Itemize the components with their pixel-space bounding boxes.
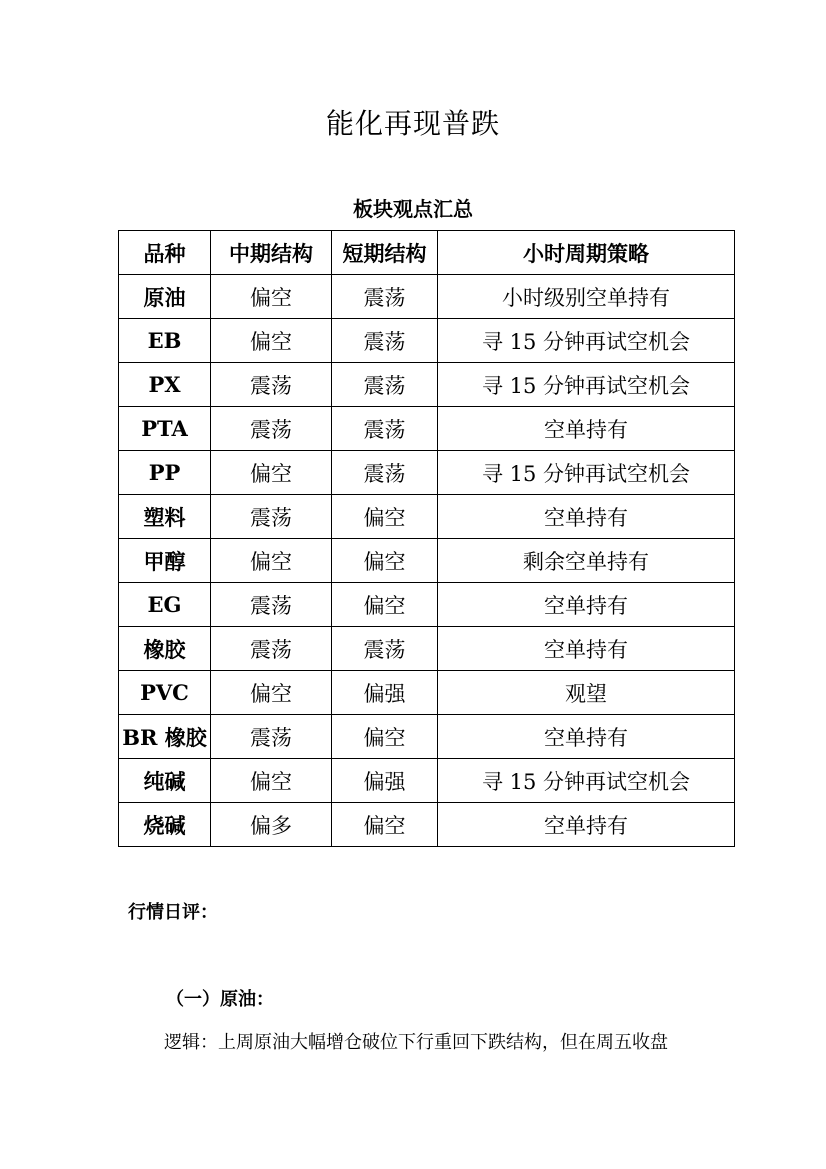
cell-mid-term: 震荡 (211, 407, 332, 451)
cell-variety: 原油 (119, 275, 211, 319)
cell-variety: EG (119, 583, 211, 627)
table-row (119, 451, 735, 495)
table-row (119, 759, 735, 803)
section-heading-market-review: 行情日评： (128, 902, 218, 923)
cell-short-term: 偏强 (332, 671, 438, 715)
table-row (119, 803, 735, 847)
cell-mid-term: 偏空 (211, 275, 332, 319)
cell-variety: EB (119, 319, 211, 363)
cell-variety: PP (119, 451, 211, 495)
sector-summary-table (118, 230, 735, 847)
cell-variety: 塑料 (119, 495, 211, 539)
cell-short-term: 偏强 (332, 759, 438, 803)
header-variety: 品种 (119, 231, 211, 275)
cell-variety: PX (119, 363, 211, 407)
cell-variety: 烧碱 (119, 803, 211, 847)
cell-strategy: 空单持有 (438, 583, 735, 627)
cell-mid-term: 震荡 (211, 715, 332, 759)
cell-short-term: 震荡 (332, 407, 438, 451)
cell-mid-term: 震荡 (211, 363, 332, 407)
cell-strategy: 空单持有 (438, 407, 735, 451)
cell-short-term: 偏空 (332, 495, 438, 539)
table-header-row (119, 231, 735, 275)
table-row (119, 539, 735, 583)
table-row (119, 715, 735, 759)
cell-variety: BR 橡胶 (119, 715, 211, 759)
cell-short-term: 震荡 (332, 319, 438, 363)
table-row (119, 407, 735, 451)
header-hourly-strategy: 小时周期策略 (438, 231, 735, 275)
cell-variety: PTA (119, 407, 211, 451)
cell-strategy: 寻 15 分钟再试空机会 (438, 319, 735, 363)
cell-strategy: 空单持有 (438, 627, 735, 671)
cell-strategy: 空单持有 (438, 803, 735, 847)
table-row (119, 671, 735, 715)
cell-mid-term: 偏空 (211, 539, 332, 583)
table-caption: 板块观点汇总 (353, 197, 473, 221)
table-row (119, 275, 735, 319)
cell-mid-term: 偏空 (211, 319, 332, 363)
sub-heading-crude-oil: （一）原油： (166, 989, 274, 1010)
cell-short-term: 偏空 (332, 715, 438, 759)
cell-variety: 甲醇 (119, 539, 211, 583)
cell-short-term: 震荡 (332, 451, 438, 495)
cell-mid-term: 震荡 (211, 583, 332, 627)
cell-short-term: 震荡 (332, 627, 438, 671)
cell-strategy: 寻 15 分钟再试空机会 (438, 759, 735, 803)
cell-variety: 橡胶 (119, 627, 211, 671)
cell-variety: 纯碱 (119, 759, 211, 803)
cell-short-term: 偏空 (332, 539, 438, 583)
cell-short-term: 偏空 (332, 583, 438, 627)
cell-mid-term: 偏多 (211, 803, 332, 847)
header-short-term-structure: 短期结构 (332, 231, 438, 275)
cell-strategy: 小时级别空单持有 (438, 275, 735, 319)
document-title: 能化再现普跌 (325, 107, 500, 140)
body-paragraph: 逻辑：上周原油大幅增仓破位下行重回下跌结构，但在周五收盘 (164, 1032, 668, 1053)
cell-short-term: 偏空 (332, 803, 438, 847)
cell-short-term: 震荡 (332, 363, 438, 407)
cell-strategy: 观望 (438, 671, 735, 715)
cell-strategy: 寻 15 分钟再试空机会 (438, 451, 735, 495)
cell-strategy: 剩余空单持有 (438, 539, 735, 583)
cell-variety: PVC (119, 671, 211, 715)
header-mid-term-structure: 中期结构 (211, 231, 332, 275)
table-row (119, 363, 735, 407)
cell-strategy: 寻 15 分钟再试空机会 (438, 363, 735, 407)
table-row (119, 319, 735, 363)
cell-mid-term: 偏空 (211, 671, 332, 715)
cell-mid-term: 偏空 (211, 759, 332, 803)
table-row (119, 583, 735, 627)
cell-strategy: 空单持有 (438, 715, 735, 759)
cell-mid-term: 震荡 (211, 495, 332, 539)
cell-short-term: 震荡 (332, 275, 438, 319)
cell-mid-term: 震荡 (211, 627, 332, 671)
cell-strategy: 空单持有 (438, 495, 735, 539)
table-row (119, 627, 735, 671)
cell-mid-term: 偏空 (211, 451, 332, 495)
table-row (119, 495, 735, 539)
